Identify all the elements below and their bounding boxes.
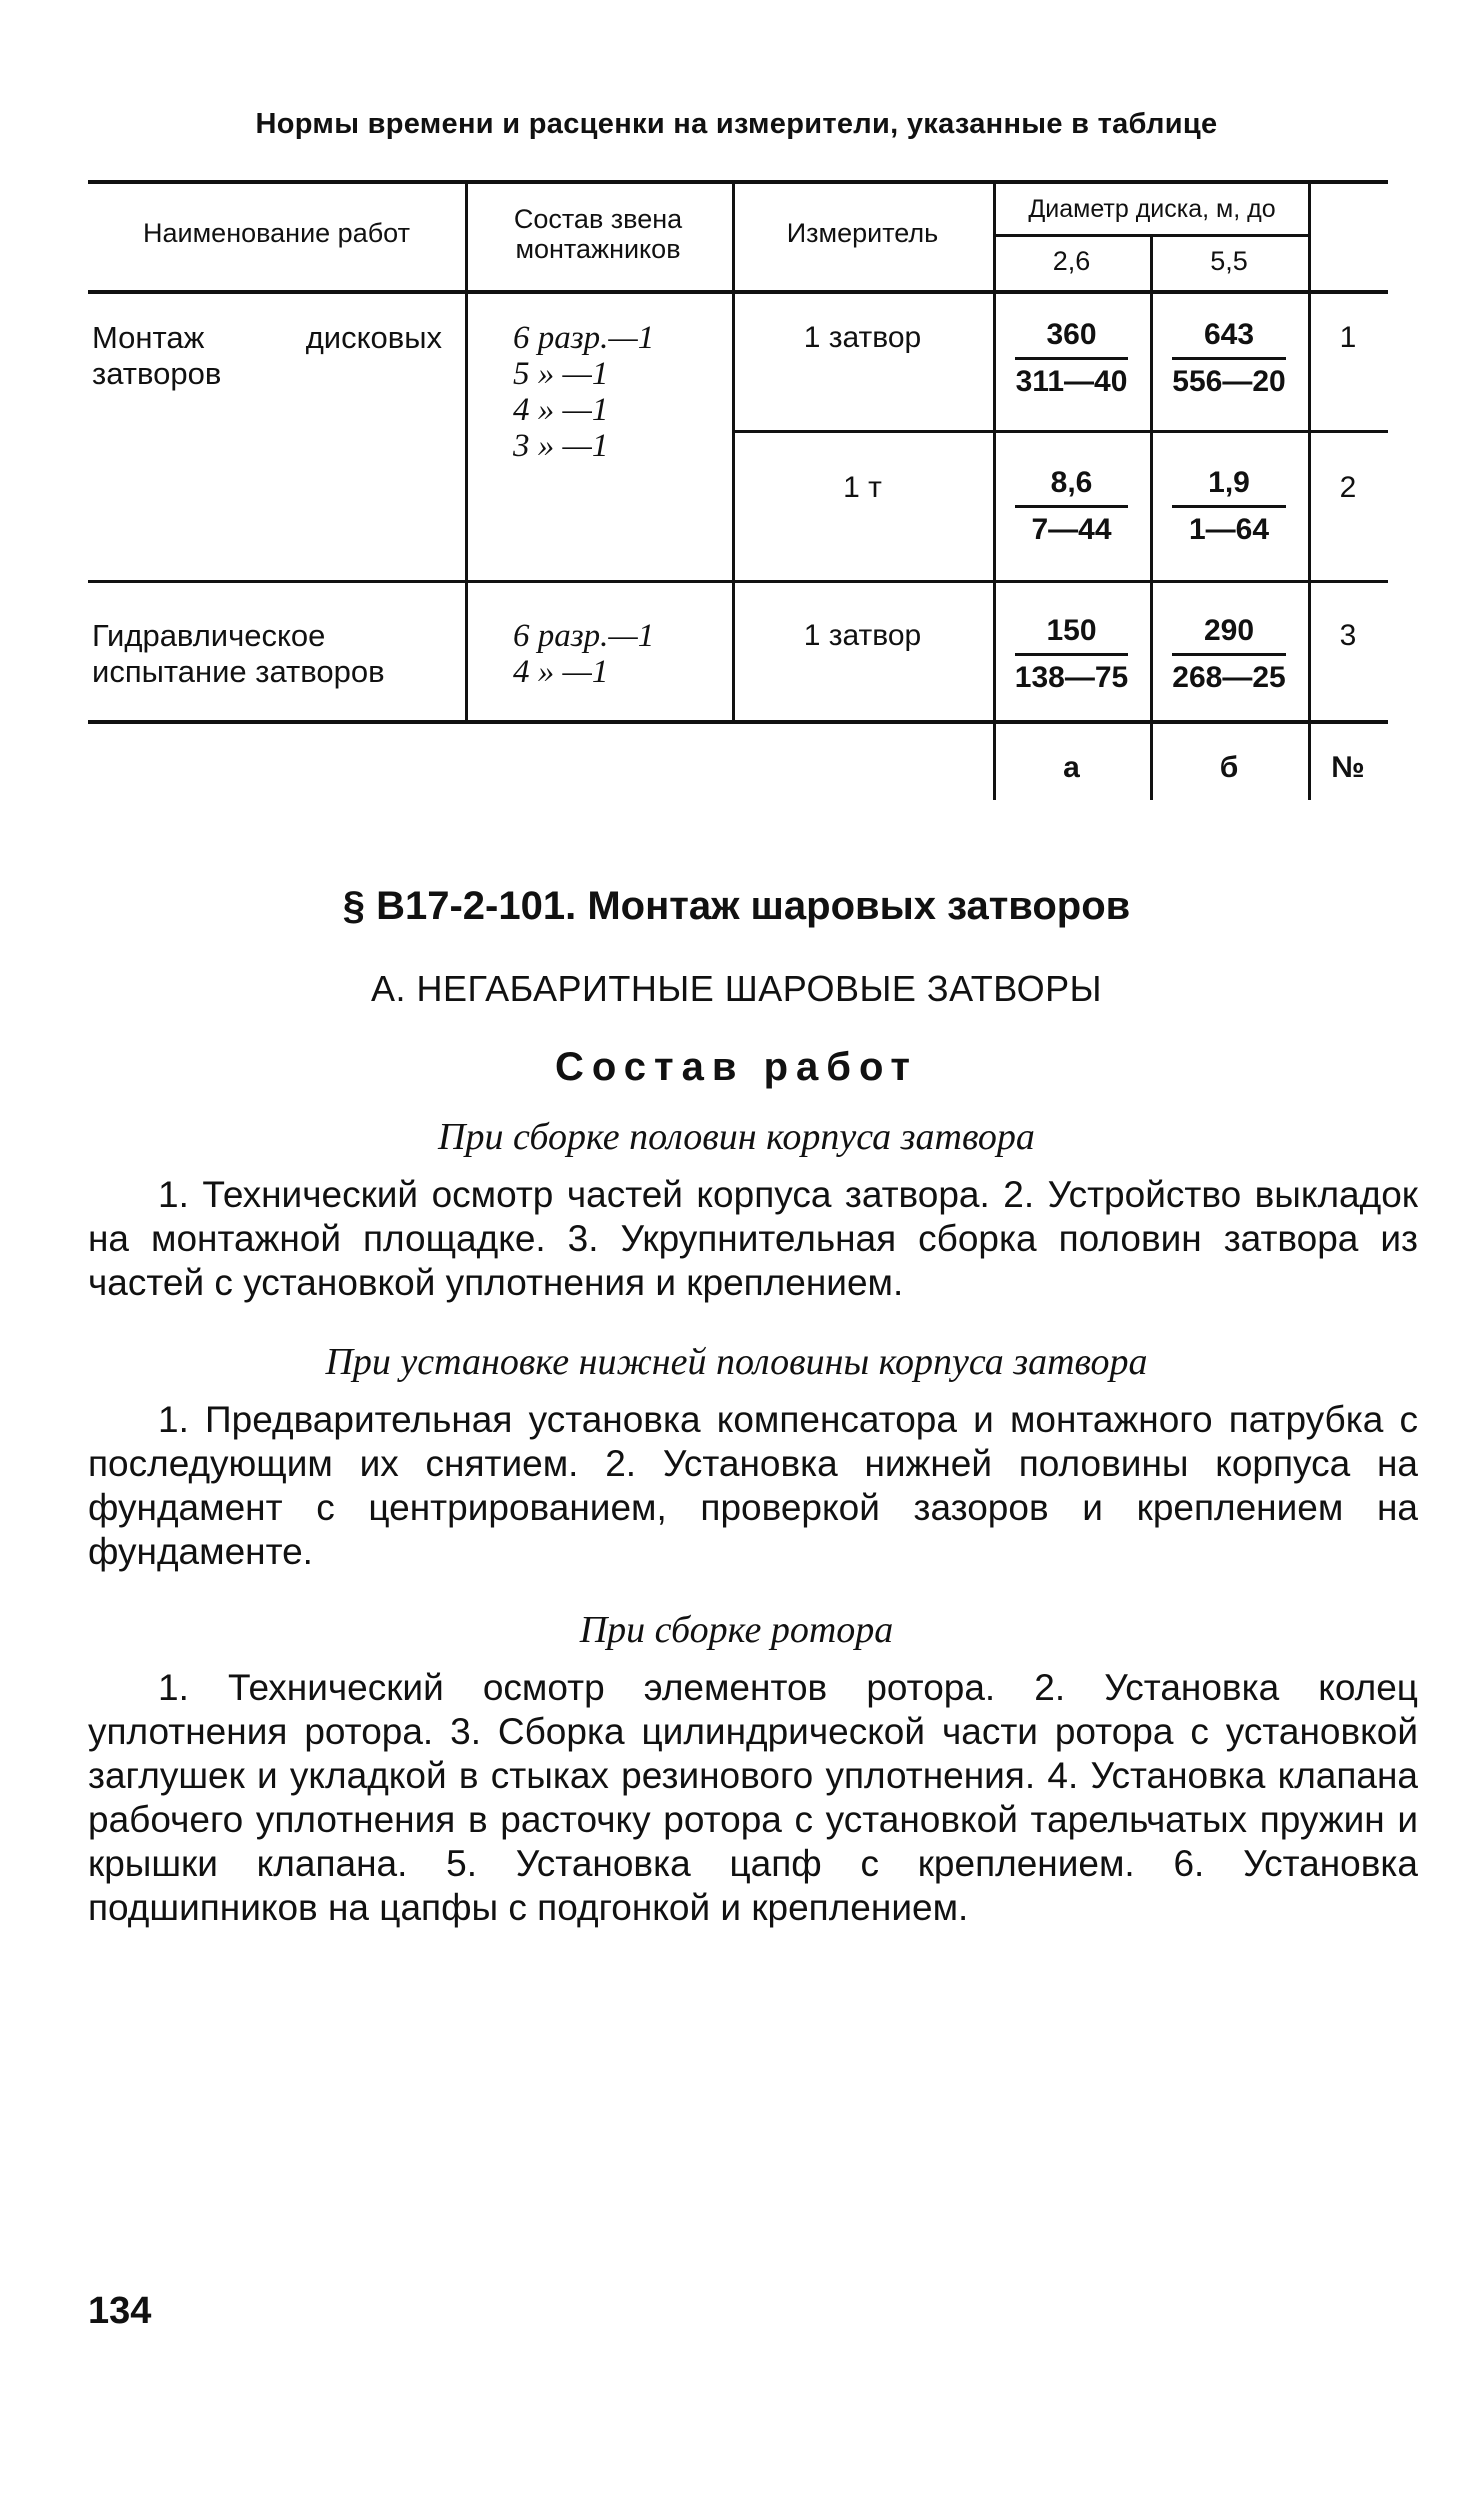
fraction-bar (1015, 653, 1128, 656)
block-heading: При установке нижней половины корпуса затвора (325, 1341, 1148, 1383)
page-number: 134 (88, 2290, 152, 2332)
header-diameter: Диаметр диска, м, до (1028, 195, 1276, 223)
header-d1: 2,6 (1052, 246, 1091, 276)
footer-col-a: а (1063, 751, 1080, 784)
row2-value-b (1150, 463, 1308, 550)
fraction-bar (1015, 505, 1128, 508)
row1-value-a (993, 315, 1150, 402)
fraction-bar (1015, 357, 1128, 360)
row-split-rule (733, 430, 1388, 433)
row3-crew (513, 618, 713, 690)
price: 7—44 (1031, 513, 1112, 546)
row3-unit: 1 затвор (803, 619, 922, 652)
row1-work: Монтаж дисковых затворов (92, 320, 442, 391)
fraction-bar (1172, 653, 1286, 656)
fraction-bar (1172, 357, 1286, 360)
norm-time: 360 (1046, 318, 1097, 351)
table-top-rule (88, 180, 1388, 184)
price: 138—75 (1014, 661, 1129, 694)
footer-col-number: № (1331, 751, 1365, 784)
row3-crew-line: 4 » —1 (513, 654, 609, 690)
part-title: А. НЕГАБАРИТНЫЕ ШАРОВЫЕ ЗАТВОРЫ (371, 968, 1102, 1009)
footer-col-b: б (1219, 751, 1239, 784)
norm-time: 290 (1203, 614, 1255, 647)
row1-crew-line: 5 » —1 (513, 356, 609, 392)
section-title: § В17-2-101. Монтаж шаровых затворов (342, 884, 1131, 928)
subtitle: Состав работ (555, 1045, 918, 1089)
row2-unit: 1 т (843, 471, 882, 504)
norm-time: 8,6 (1050, 466, 1093, 499)
header-work: Наименование работ (143, 218, 410, 248)
header-crew: Состав звена монтажников (513, 204, 683, 264)
row1-crew-line: 4 » —1 (513, 392, 609, 428)
header-d2: 5,5 (1210, 246, 1248, 276)
block-text: 1. Технический осмотр элементов ротора. 2. Установка колец уплотнения ротора. 3. Сборка цилиндрической части ротора с установкой заглушек и укладкой в стыках резинового уплотнения. 4. Установка клапана рабочего уплотнения в расточку ротора с установкой тарельчатых пружин и крышки клапана. 5. Установка цапф с креплением. 6. Установка подшипников на цапфы с подгонкой и креплением. (88, 1667, 1418, 1928)
row3-crew-line: 6 разр.—1 (513, 618, 655, 654)
row1-crew-line: 3 » —1 (513, 428, 609, 464)
table-bottom-rule (88, 720, 1388, 724)
price: 311—40 (1015, 365, 1128, 398)
row2-value-a (993, 463, 1150, 550)
row3-value-a (993, 611, 1150, 698)
price: 268—25 (1172, 661, 1286, 694)
row3-number: 3 (1339, 619, 1357, 652)
row-divider-rule (88, 580, 1388, 583)
norm-time: 1,9 (1208, 466, 1250, 499)
norm-time: 643 (1203, 318, 1255, 351)
price: 556—20 (1172, 365, 1286, 398)
table-heading: Нормы времени и расценки на измерители, указанные в таблице (255, 108, 1218, 140)
col-rule-1 (465, 180, 468, 720)
fraction-bar (1172, 505, 1286, 508)
row1-crew (513, 320, 713, 464)
price: 1—64 (1188, 513, 1270, 546)
header-bottom-rule (88, 290, 1388, 294)
row1-number: 1 (1339, 321, 1357, 354)
block-text: 1. Технический осмотр частей корпуса затвора. 2. Устройство выкладок на монтажной площадке. 3. Укрупнительная сборка половин затвора из частей с установкой уплотнения и креплением. (88, 1174, 1418, 1303)
row3-work: Гидравлическое испытание затворов (92, 618, 385, 689)
block-heading: При сборке ротора (579, 1609, 894, 1651)
row1-unit: 1 затвор (803, 321, 922, 354)
row1-crew-line: 6 разр.—1 (513, 320, 655, 356)
row2-number: 2 (1339, 471, 1357, 504)
row3-value-b (1150, 611, 1308, 698)
row1-value-b (1150, 315, 1308, 402)
block-text: 1. Предварительная установка компенсатора и монтажного патрубка с последующим их снятием. 2. Установка нижней половины корпуса на фундамент с центрированием, проверкой зазоров и креплением на фундаменте. (88, 1399, 1418, 1572)
header-unit: Измеритель (786, 218, 939, 248)
block-heading: При сборке половин корпуса затвора (438, 1116, 1035, 1158)
norm-time: 150 (1046, 614, 1097, 647)
